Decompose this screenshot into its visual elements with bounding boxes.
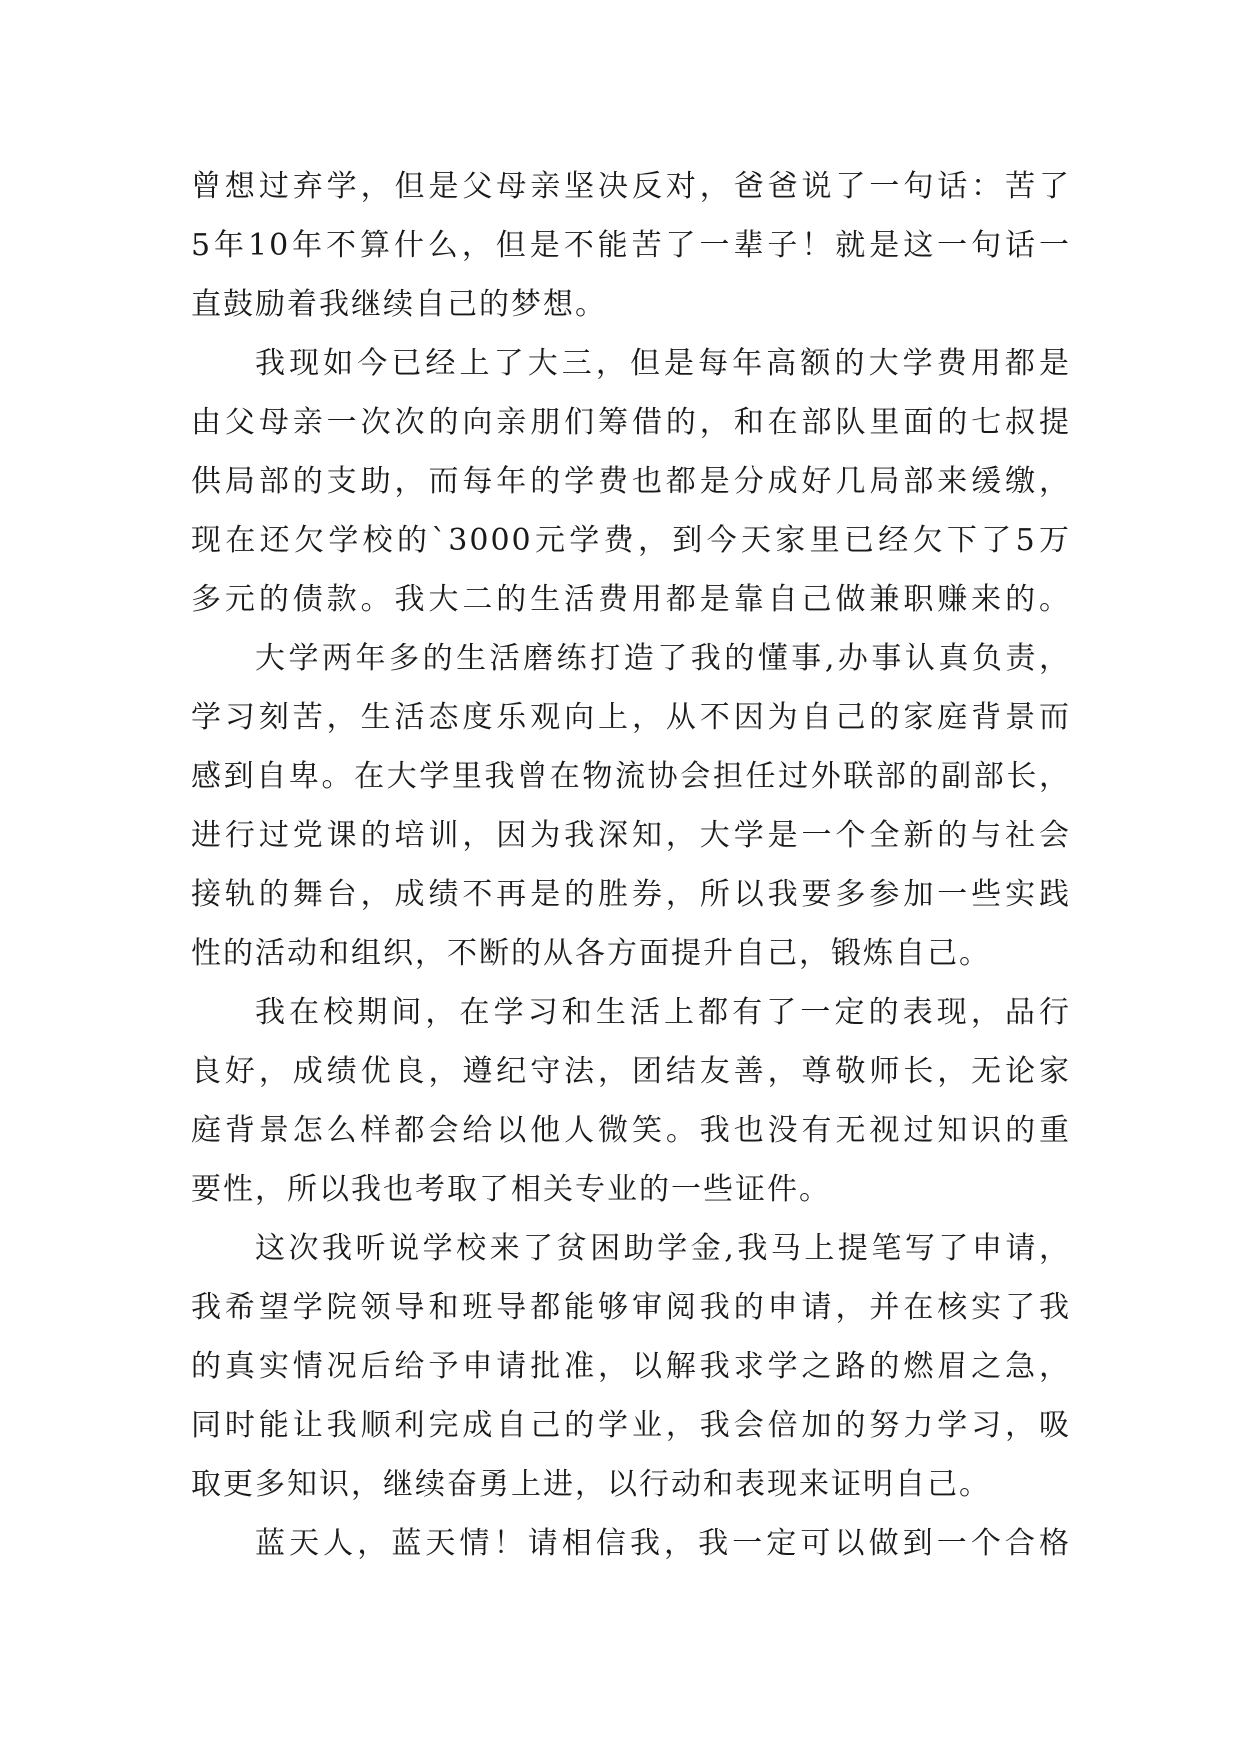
text-line: 进行过党课的培训，因为我深知，大学是一个全新的与社会 bbox=[191, 818, 1071, 853]
text-line: 蓝天人，蓝天情！请相信我，我一定可以做到一个合格 bbox=[255, 1526, 1071, 1561]
text-line: 现在还欠学校的`3000元学费，到今天家里已经欠下了5万 bbox=[191, 523, 1071, 558]
text-line: 同时能让我顺利完成自己的学业，我会倍加的努力学习，吸 bbox=[191, 1408, 1071, 1443]
text-line: 我现如今已经上了大三，但是每年高额的大学费用都是 bbox=[255, 346, 1071, 381]
text-line: 良好，成绩优良，遵纪守法，团结友善，尊敬师长，无论家 bbox=[191, 1054, 1071, 1089]
text-line: 要性，所以我也考取了相关专业的一些证件。 bbox=[191, 1172, 831, 1207]
text-line: 曾想过弃学，但是父母亲坚决反对，爸爸说了一句话：苦了 bbox=[191, 169, 1071, 204]
text-line: 大学两年多的生活磨练打造了我的懂事,办事认真负责， bbox=[255, 641, 1071, 676]
text-line: 的真实情况后给予申请批准，以解我求学之路的燃眉之急， bbox=[191, 1349, 1071, 1384]
text-line: 性的活动和组织，不断的从各方面提升自己，锻炼自己。 bbox=[191, 936, 991, 971]
text-line: 由父母亲一次次的向亲朋们筹借的，和在部队里面的七叔提 bbox=[191, 405, 1071, 440]
text-line: 取更多知识，继续奋勇上进，以行动和表现来证明自己。 bbox=[191, 1467, 991, 1502]
text-line: 这次我听说学校来了贫困助学金,我马上提笔写了申请， bbox=[255, 1231, 1071, 1266]
text-line: 我希望学院领导和班导都能够审阅我的申请，并在核实了我 bbox=[191, 1290, 1071, 1325]
document-body bbox=[191, 157, 1071, 1573]
text-line: 5年10年不算什么，但是不能苦了一辈子！就是这一句话一 bbox=[191, 228, 1071, 263]
text-line: 直鼓励着我继续自己的梦想。 bbox=[191, 287, 607, 322]
text-line: 学习刻苦，生活态度乐观向上，从不因为自己的家庭背景而 bbox=[191, 700, 1071, 735]
text-line: 感到自卑。在大学里我曾在物流协会担任过外联部的副部长， bbox=[191, 759, 1071, 794]
text-line: 供局部的支助，而每年的学费也都是分成好几局部来缓缴， bbox=[191, 464, 1071, 499]
text-line: 我在校期间，在学习和生活上都有了一定的表现，品行 bbox=[255, 995, 1071, 1030]
text-line: 接轨的舞台，成绩不再是的胜券，所以我要多参加一些实践 bbox=[191, 877, 1071, 912]
text-line: 多元的债款。我大二的生活费用都是靠自己做兼职赚来的。 bbox=[191, 582, 1071, 617]
text-line: 庭背景怎么样都会给以他人微笑。我也没有无视过知识的重 bbox=[191, 1113, 1071, 1148]
